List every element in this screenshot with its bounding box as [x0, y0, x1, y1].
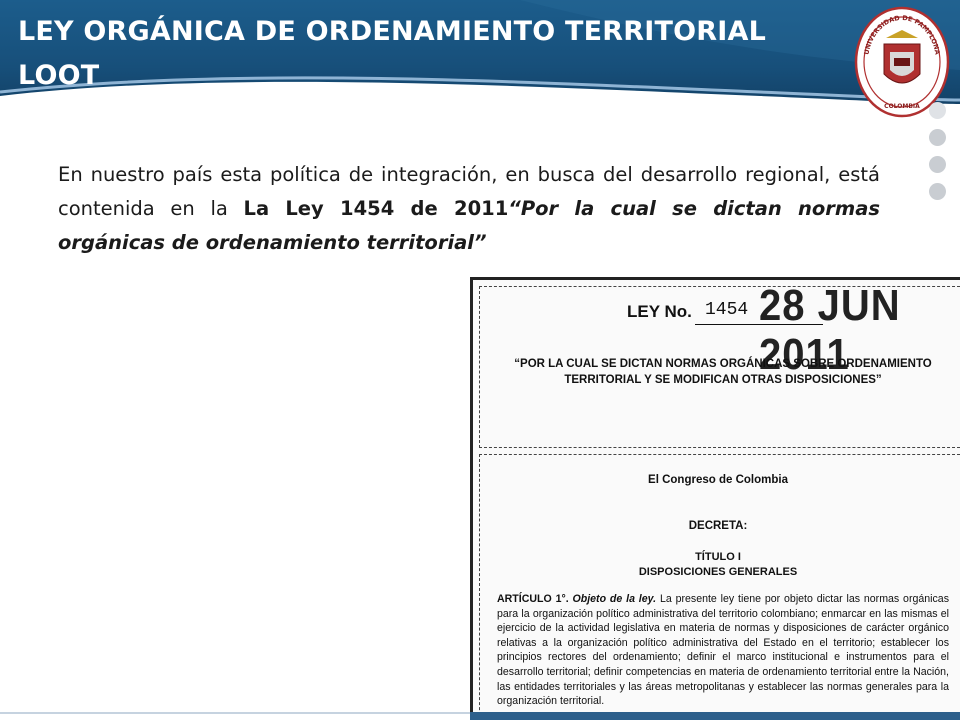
article-text: La presente ley tiene por objeto dictar las normas orgánicas para la organización político administrativa del territorio colombiano; enmarcar en las mismas el ejercicio de la actividad legislativa en materia de normas y disposiciones de carácter orgánico relativas a la organización político administrativa del Estado en el territorio; establecer los principios rectores del ordenamiento; definir el marco institucional e instrumentos para el desarrollo territorial; definir competencias en materia de ordenamiento territorial entre la Nación, las entidades territoriales y las áreas metropolitanas y establecer las normas generales para la organización territorial.: [497, 593, 949, 708]
article-1: [497, 592, 949, 709]
svg-text:UNIVERSIDAD DE PAMPLONA: UNIVERSIDAD DE PAMPLONA: [862, 13, 942, 56]
titulo-label: TÍTULO I: [695, 551, 741, 563]
document-decreta: DECRETA:: [688, 520, 748, 532]
law-title-quote: “Por la cual se dictan normas orgánicas de ordenamiento territorial”: [58, 197, 881, 254]
ley-label: LEY No.: [627, 302, 692, 321]
document-heading: “POR LA CUAL SE DICTAN NORMAS ORGÁNICAS SOBRE ORDENAMIENTO TERRITORIAL Y SE MODIFICAN OTRAS DISPOSICIONES”: [514, 358, 932, 386]
dot-decoration: [929, 129, 946, 146]
law-reference: La Ley 1454 de 2011: [243, 197, 509, 220]
dot-decoration: [929, 102, 946, 119]
header-band: [0, 0, 960, 112]
article-object: Objeto de la ley.: [572, 593, 657, 605]
title-line-2: LOOT: [18, 60, 100, 91]
title-line-1: LEY ORGÁNICA DE ORDENAMIENTO TERRITORIAL: [18, 16, 767, 47]
footer-rule-dark: [470, 712, 960, 720]
ley-date-stamp: 28 JUN 2011: [759, 282, 901, 379]
decorative-dots: [929, 102, 949, 210]
footer-rule: [0, 712, 470, 714]
svg-text:COLOMBIA: COLOMBIA: [884, 103, 920, 110]
ley-number: 1454: [705, 300, 749, 320]
page-title: [18, 10, 838, 98]
intro-text: En nuestro país esta política de integración, en busca del desarrollo regional, está contenida en la: [58, 163, 880, 220]
intro-paragraph: [58, 158, 880, 260]
document-congreso: El Congreso de Colombia: [648, 474, 788, 486]
document-titulo: [473, 550, 960, 580]
scanned-law-document: [470, 277, 960, 720]
article-lead: ARTÍCULO 1°.: [497, 593, 569, 605]
dot-decoration: [929, 156, 946, 173]
titulo-subtitle: DISPOSICIONES GENERALES: [638, 566, 798, 578]
dot-decoration: [929, 183, 946, 200]
